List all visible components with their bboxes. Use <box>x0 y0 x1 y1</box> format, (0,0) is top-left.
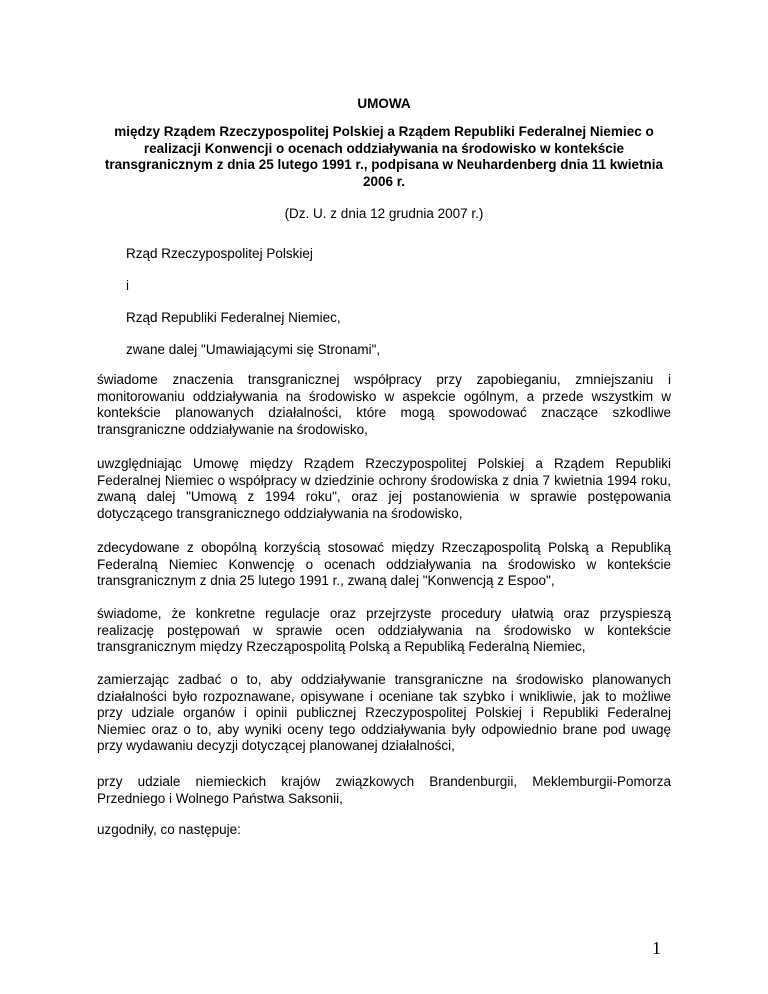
party-conjunction: i <box>126 278 129 293</box>
document-title: UMOWA <box>357 96 411 111</box>
preamble-paragraph-5: zamierzając zadbać o to, aby oddziaływanie transgraniczne na środowisko planowanych działalności było rozpoznawane, opisywane i oceniane tak szybko i wnikliwie, jak to możliwe przy udziale organów i opinii publicznej Rzeczypospolitej Polskiej i Republiki Federalnej Niemiec oraz o to, aby wyniki oceny tego oddziaływania były odpowiednio brane pod uwagę przy wydawaniu decyzji dotyczącej planowanej działalności, <box>97 672 671 754</box>
party-2: Rząd Republiki Federalnej Niemiec, <box>126 310 341 325</box>
document-subtitle: między Rządem Rzeczypospolitej Polskiej a Rządem Republiki Federalnej Niemiec o realizacji Konwencji o ocenach oddziaływania na środowisko w kontekście transgranicznym z dnia 25 lutego 1991 r., podpisana w Neuhardenberg dnia 11 kwietnia 2006 r. <box>104 124 664 189</box>
preamble-paragraph-2: uwzględniając Umowę między Rządem Rzeczypospolitej Polskiej a Rządem Republiki Federalnej Niemiec o współpracy w dziedzinie ochrony środowiska z dnia 7 kwietnia 1994 roku, zwaną dalej "Umową z 1994 roku", oraz jej postanowienia w sprawie postępowania dotyczącego transgranicznego oddziaływania na środowisko, <box>97 456 671 521</box>
parties-designation: zwane dalej "Umawiającymi się Stronami", <box>126 342 381 357</box>
preamble-paragraph-1: świadome znaczenia transgranicznej współpracy przy zapobieganiu, zmniejszaniu i monitorowaniu oddziaływania na środowisko w aspekcie ogólnym, a przede wszystkim w kontekście planowanych działalności, które mogą spowodować znaczące szkodliwe transgraniczne oddziaływanie na środowisko, <box>97 372 671 437</box>
preamble-paragraph-6: przy udziale niemieckich krajów związkowych Brandenburgii, Meklemburgii-Pomorza Przedniego i Wolnego Państwa Saksonii, <box>97 774 671 806</box>
preamble-closing: uzgodniły, co następuje: <box>97 822 241 837</box>
document-source: (Dz. U. z dnia 12 grudnia 2007 r.) <box>284 206 484 221</box>
preamble-paragraph-3: zdecydowane z obopólną korzyścią stosować między Rzecząpospolitą Polską a Republiką Federalną Niemiec Konwencję o ocenach oddziaływania na środowisko w kontekście transgranicznym z dnia 25 lutego 1991 r., zwaną dalej "Konwencją z Espoo", <box>97 540 671 589</box>
page-number: 1 <box>652 938 661 958</box>
preamble-paragraph-4: świadome, że konkretne regulacje oraz przejrzyste procedury ułatwią oraz przyspieszą realizację postępowań w sprawie ocen oddziaływania na środowisko w kontekście transgranicznym między Rzecząpospolitą Polską a Republiką Federalną Niemiec, <box>97 606 671 655</box>
party-1: Rząd Rzeczypospolitej Polskiej <box>126 246 313 261</box>
